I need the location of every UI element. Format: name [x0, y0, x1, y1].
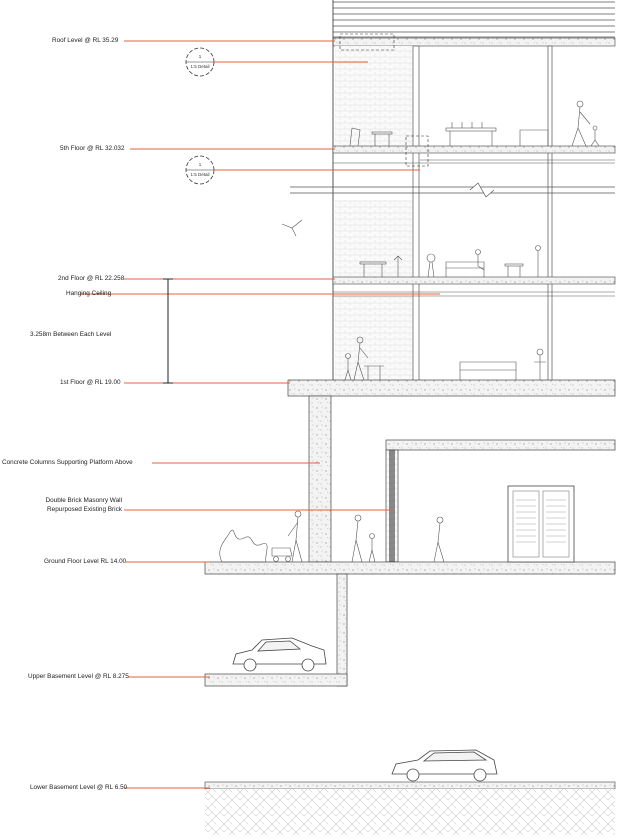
detail-number: 1 [198, 162, 202, 167]
label-upper-basement: Upper Basement Level @ RL 8.275 [28, 673, 129, 680]
brick-facade-lower [335, 296, 413, 380]
label-between-levels: 3.258m Between Each Level [30, 331, 112, 338]
label-repurposed-brick: Repurposed Existing Brick [47, 506, 122, 513]
label-hanging-ceiling: Hanging Ceiling [66, 290, 112, 297]
detail-number: 1 [198, 54, 202, 59]
brick-facade-upper [335, 46, 413, 146]
roof-slab [333, 38, 615, 46]
dimension-line [163, 279, 173, 383]
label-lower-basement: Lower Basement Level @ RL 6.50 [30, 784, 128, 791]
car-upper-basement [233, 638, 326, 671]
car-lower-basement [392, 750, 497, 781]
ground-floor-slab [205, 562, 615, 574]
upper-basement-slab [205, 674, 347, 686]
roof-lines [333, 2, 615, 37]
retaining-wall [337, 574, 347, 686]
label-concrete-columns: Concrete Columns Supporting Platform Above [2, 459, 133, 466]
ground-hatch [205, 789, 615, 835]
label-first-floor: 1st Floor @ RL 19.00 [60, 379, 121, 386]
fifth-floor-slab [333, 146, 615, 153]
concrete-column [309, 396, 331, 562]
break-line [290, 183, 615, 197]
double-door [508, 486, 574, 562]
label-roof-level: Roof Level @ RL 35.29 [52, 37, 119, 44]
first-floor-platform [288, 380, 615, 396]
columns [413, 46, 552, 382]
brick-facade-mid [335, 200, 413, 278]
detail-scale: 1:5 Detail [190, 64, 210, 69]
label-double-brick: Double Brick Masonry Wall [45, 497, 122, 504]
detail-scale: 1:5 Detail [190, 172, 210, 177]
label-fifth-floor: 5th Floor @ RL 32.032 [60, 145, 125, 152]
label-second-floor: 2nd Floor @ RL 22.258 [58, 275, 125, 282]
detail-bubble-2 [186, 156, 214, 184]
detail-bubble-1 [186, 48, 214, 76]
second-floor-slab [333, 277, 615, 284]
lower-basement-slab [205, 782, 615, 789]
podium-roof-slab [386, 440, 615, 450]
label-ground-floor: Ground Floor Level RL 14.00 [44, 558, 127, 565]
